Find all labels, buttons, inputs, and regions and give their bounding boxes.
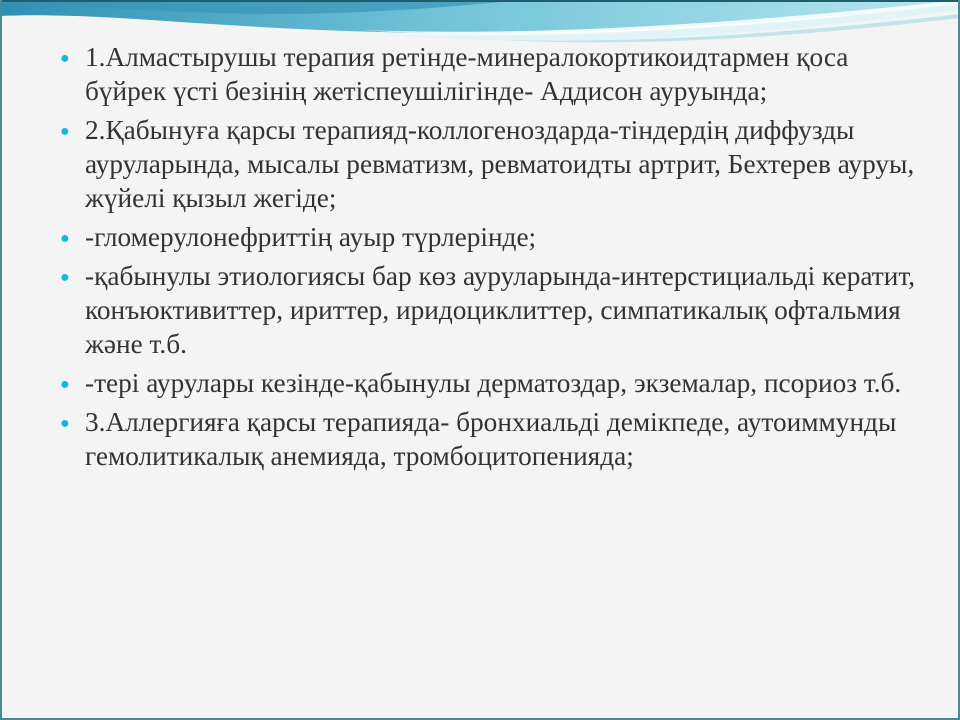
list-item xyxy=(60,259,920,361)
list-item xyxy=(60,220,920,254)
circle-bullet-icon: ● xyxy=(60,123,70,140)
bullet-text: -қабынулы этиологиясы бар көз ауруларында-интерстициальді кератит, конъюктивиттер, ириттер, иридоциклиттер, симпатикалық офтальмия және т.б. xyxy=(85,261,916,359)
list-item xyxy=(60,40,920,108)
bullet-text: 2.Қабынуға қарсы терапияд-коллогеноздарда-тіндердің диффузды ауруларында, мысалы ревматизм, ревматоидты артрит, Бехтерев ауруы, жүйелі қызыл жегіде; xyxy=(85,115,915,213)
circle-bullet-icon: ● xyxy=(60,415,70,432)
bullet-text: -тері аурулары кезінде-қабынулы дерматоздар, экземалар, псориоз т.б. xyxy=(85,368,902,398)
circle-bullet-icon: ● xyxy=(60,50,70,67)
list-item xyxy=(60,366,920,400)
circle-bullet-icon: ● xyxy=(60,376,70,393)
list-item xyxy=(60,113,920,215)
circle-bullet-icon: ● xyxy=(60,269,70,286)
bullet-list xyxy=(60,40,920,478)
circle-bullet-icon: ● xyxy=(60,230,70,247)
bullet-text: 1.Алмастырушы терапия ретінде-минералокортикоидтармен қоса бүйрек үсті безінің жетіспеушілігінде- Аддисон ауруында; xyxy=(85,42,849,106)
bullet-text: -гломерулонефриттің ауыр түрлерінде; xyxy=(85,222,537,252)
frame-left xyxy=(0,0,2,720)
bullet-text: 3.Аллергияға қарсы терапияда- бронхиальді демікпеде, аутоиммунды гемолитикалық анемияда, тромбоцитопенияда; xyxy=(85,407,897,471)
list-item xyxy=(60,405,920,473)
frame-top xyxy=(0,0,960,2)
